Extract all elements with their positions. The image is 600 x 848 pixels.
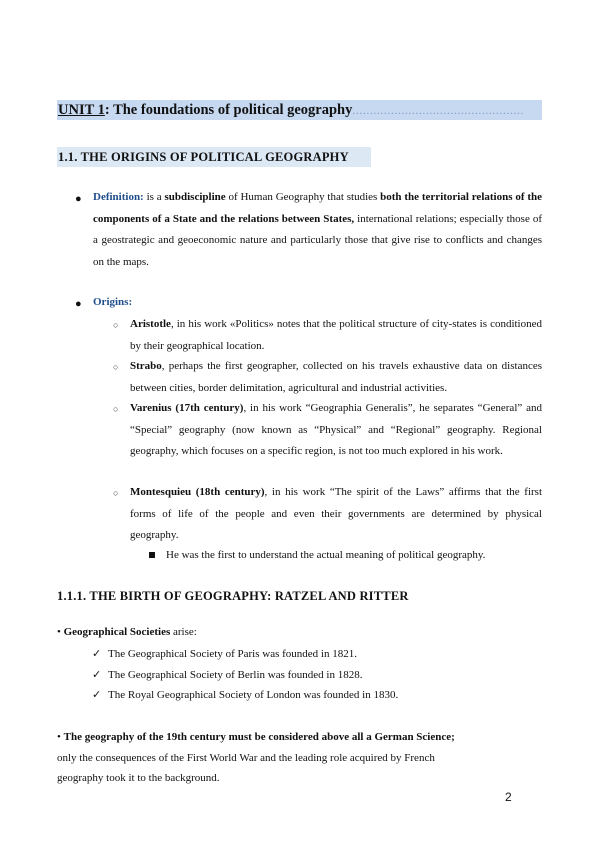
- unit-label: UNIT 1: [58, 102, 105, 118]
- origin-text: , in his work “Geographia Generalis”, he separates “General” and “Special” geography (now known as “Physical” and “Regional” geography. Regional geography, which focuses on a specific region, is not too much explored in his work.: [130, 402, 542, 457]
- definition-text-2: of Human Geography that studies: [225, 191, 381, 203]
- definition-label: Definition:: [93, 191, 144, 203]
- origin-item: [130, 314, 542, 357]
- origin-name: Varenius (17th century): [130, 402, 244, 414]
- origin-item: [130, 356, 542, 399]
- origin-item: [130, 482, 542, 547]
- origin-name: Strabo: [130, 360, 162, 372]
- circle-bullet-icon: ○: [113, 320, 119, 330]
- check-icon: ✓: [92, 669, 102, 681]
- society-item: [92, 668, 362, 681]
- origin-name: Aristotle: [130, 318, 171, 330]
- definition-text-1: is a: [143, 191, 165, 203]
- unit-heading: [57, 100, 542, 120]
- circle-bullet-icon: ○: [113, 362, 119, 372]
- section-heading: 1.1. THE ORIGINS OF POLITICAL GEOGRAPHY: [57, 147, 371, 167]
- subsection-heading: 1.1.1. THE BIRTH OF GEOGRAPHY: RATZEL AND RITTER: [57, 589, 409, 603]
- definition-text-3: international relations; especially those of a geostrategic and geoeconomic nature and particularly those that give rise to conflicts and changes on the maps.: [93, 212, 542, 268]
- bullet-icon: •: [57, 626, 61, 638]
- german-bold: The geography of the 19th century must be considered above all a German Science;: [63, 731, 455, 743]
- origin-text: , in his work «Politics» notes that the political structure of city-states is conditioned by their geographical location.: [130, 318, 542, 352]
- check-icon: ✓: [92, 689, 102, 701]
- society-item: [92, 647, 357, 660]
- german-line-3: geography took it to the background.: [57, 772, 220, 784]
- bullet-dot-icon: ●: [75, 193, 82, 205]
- square-bullet-icon: [149, 552, 155, 558]
- societies-line: [57, 626, 197, 638]
- societies-rest: arise:: [170, 626, 197, 638]
- society-text: The Geographical Society of Berlin was founded in 1828.: [108, 669, 363, 681]
- german-line-2: only the consequences of the First World War and the leading role acquired by French: [57, 752, 435, 764]
- society-text: The Geographical Society of Paris was founded in 1821.: [108, 648, 357, 660]
- origins-label: [93, 292, 393, 314]
- page-number: 2: [505, 790, 512, 804]
- german-line-1: [57, 731, 455, 743]
- societies-label: Geographical Societies: [63, 626, 171, 638]
- circle-bullet-icon: ○: [113, 404, 119, 414]
- circle-bullet-icon: ○: [113, 488, 119, 498]
- origin-text: , in his work “The spirit of the Laws” affirms that the first forms of life of the people and even their governments are determined by physical geography.: [130, 486, 543, 541]
- origin-item: [130, 398, 542, 463]
- definition-paragraph: [93, 187, 542, 273]
- montesquieu-note: He was the first to understand the actual meaning of political geography.: [166, 549, 486, 561]
- bullet-icon: •: [57, 731, 61, 743]
- unit-title: : The foundations of political geography: [104, 102, 353, 118]
- origin-name: Montesquieu (18th century): [130, 486, 265, 498]
- definition-bold-1: subdiscipline: [164, 191, 226, 203]
- society-item: [92, 688, 398, 701]
- bullet-dot-icon: ●: [75, 298, 82, 310]
- origins-label-text: Origins:: [93, 296, 133, 308]
- origin-text: , perhaps the first geographer, collected on his travels exhaustive data on distances between cities, border delimitation, agricultural and industrial activities.: [130, 360, 542, 394]
- definition-bold-2: both the territorial relations of the components of a State and the relations between States,: [93, 191, 542, 225]
- society-text: The Royal Geographical Society of London was founded in 1830.: [108, 689, 399, 701]
- check-icon: ✓: [92, 648, 102, 660]
- unit-dots: .................................................: [352, 103, 524, 117]
